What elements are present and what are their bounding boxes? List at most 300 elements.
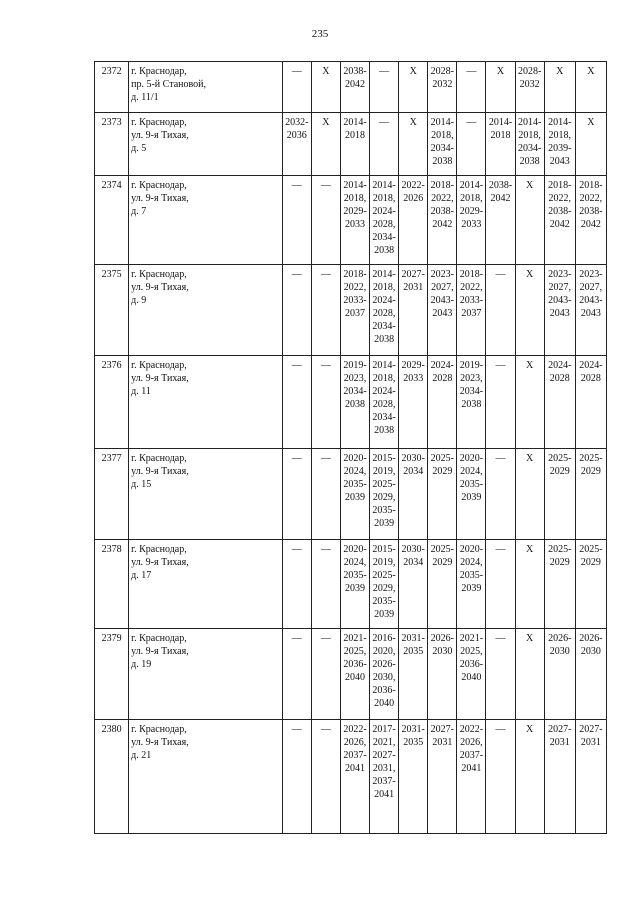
table-row xyxy=(95,540,607,629)
cell-value: 2042 xyxy=(580,219,601,230)
cell-value: 2019, xyxy=(372,557,396,568)
cell-value: 2014- xyxy=(372,360,396,371)
schedule-cell xyxy=(399,720,428,834)
schedule-cell xyxy=(340,176,369,265)
cell-value: X xyxy=(526,724,534,735)
cell-value: X xyxy=(556,66,564,77)
cell-value: 2019- xyxy=(459,360,484,371)
cell-value: 2024- xyxy=(372,206,396,217)
cell-value: 2029- xyxy=(459,206,484,217)
schedule-cell xyxy=(544,113,575,176)
cell-value: 2026- xyxy=(579,633,603,644)
address-line: д. 5 xyxy=(131,143,147,154)
schedule-cell xyxy=(515,176,544,265)
address-line: д. 19 xyxy=(131,659,152,670)
cell-value: 2042 xyxy=(490,193,511,204)
cell-value: 2024- xyxy=(372,386,396,397)
schedule-cell xyxy=(282,62,311,113)
cell-value: — xyxy=(495,724,506,735)
schedule-cell xyxy=(370,629,399,720)
cell-value: 2038 xyxy=(374,425,395,436)
schedule-cell xyxy=(486,62,515,113)
cell-value: 2025- xyxy=(430,453,454,464)
cell-value: 2014- xyxy=(459,180,484,191)
cell-value: — xyxy=(320,724,331,735)
cell-value: 2039 xyxy=(374,518,395,529)
schedule-cell xyxy=(457,356,486,449)
schedule-cell xyxy=(544,540,575,629)
cell-value: 2018, xyxy=(372,373,396,384)
cell-value: 2033 xyxy=(344,219,365,230)
cell-value: 2035- xyxy=(372,505,396,516)
cell-value: 2039 xyxy=(344,492,365,503)
address-line: д. 11/1 xyxy=(131,92,159,103)
cell-value: 2034- xyxy=(372,412,396,423)
cell-value: 2033- xyxy=(459,295,484,306)
cell-value: — xyxy=(320,633,331,644)
schedule-cell xyxy=(282,356,311,449)
cell-value: 2036- xyxy=(459,659,484,670)
schedule-cell xyxy=(457,176,486,265)
cell-value: 2027- xyxy=(579,724,603,735)
schedule-cell xyxy=(370,449,399,540)
cell-value: 2042 xyxy=(549,219,570,230)
cell-value: 2028, xyxy=(372,308,396,319)
schedule-cell xyxy=(282,629,311,720)
schedule-cell xyxy=(282,720,311,834)
cell-value: — xyxy=(291,66,302,77)
cell-value: 2031- xyxy=(401,633,425,644)
address-line: ул. 9-я Тихая, xyxy=(131,557,189,568)
cell-value: 2039 xyxy=(461,583,482,594)
row-number: 2373 xyxy=(95,113,129,176)
cell-value: — xyxy=(495,360,506,371)
table-body xyxy=(95,62,607,834)
cell-value: 2043- xyxy=(579,295,603,306)
schedule-cell xyxy=(486,540,515,629)
schedule-cell xyxy=(340,62,369,113)
schedule-cell xyxy=(457,449,486,540)
cell-value: 2035- xyxy=(372,596,396,607)
cell-value: 2022- xyxy=(459,724,484,735)
cell-value: 2040 xyxy=(374,698,395,709)
table-row xyxy=(95,449,607,540)
cell-value: 2043- xyxy=(430,295,454,306)
cell-value: 2026- xyxy=(430,633,454,644)
cell-value: 2029- xyxy=(401,360,425,371)
schedule-cell xyxy=(399,265,428,356)
schedule-cell xyxy=(311,540,340,629)
cell-value: 2018, xyxy=(431,130,454,141)
schedule-cell xyxy=(515,62,544,113)
schedule-cell xyxy=(428,629,457,720)
cell-value: X xyxy=(526,544,534,555)
address-line: ул. 9-я Тихая, xyxy=(131,466,189,477)
cell-value: 2024, xyxy=(343,466,367,477)
cell-value: 2020- xyxy=(343,544,367,555)
cell-value: — xyxy=(320,453,331,464)
cell-value: 2022, xyxy=(460,282,483,293)
cell-value: 2040 xyxy=(461,672,482,683)
table-row xyxy=(95,356,607,449)
housing-repair-schedule-table xyxy=(94,61,607,834)
cell-value: 2030- xyxy=(401,544,425,555)
schedule-cell xyxy=(428,720,457,834)
cell-value: 2029, xyxy=(372,583,396,594)
schedule-cell xyxy=(370,62,399,113)
cell-value: 2034 xyxy=(403,557,424,568)
cell-value: 2032 xyxy=(519,79,540,90)
row-number: 2375 xyxy=(95,265,129,356)
cell-value: — xyxy=(320,360,331,371)
cell-value: 2038- xyxy=(430,206,454,217)
cell-value: 2032 xyxy=(432,79,453,90)
cell-value: 2028- xyxy=(430,66,454,77)
table-row xyxy=(95,176,607,265)
cell-value: — xyxy=(379,117,390,128)
cell-value: 2025- xyxy=(430,544,454,555)
cell-value: 2026, xyxy=(343,737,367,748)
address-line: д. 7 xyxy=(131,206,147,217)
cell-value: 2030, xyxy=(372,672,396,683)
cell-value: 2033 xyxy=(461,219,482,230)
address-line: д. 17 xyxy=(131,570,152,581)
address-line: д. 21 xyxy=(131,750,152,761)
cell-value: — xyxy=(466,117,477,128)
schedule-cell xyxy=(340,356,369,449)
cell-value: 2014- xyxy=(517,117,542,128)
cell-value: — xyxy=(291,360,302,371)
cell-value: 2027, xyxy=(431,282,454,293)
cell-value: 2025, xyxy=(343,646,367,657)
schedule-cell xyxy=(311,62,340,113)
schedule-cell xyxy=(515,449,544,540)
schedule-cell xyxy=(486,356,515,449)
cell-value: 2032- xyxy=(285,117,309,128)
cell-value: 2038 xyxy=(374,334,395,345)
cell-value: 2020- xyxy=(459,453,484,464)
cell-value: 2022, xyxy=(579,193,603,204)
cell-value: 2027- xyxy=(430,724,454,735)
cell-value: 2016- xyxy=(372,633,396,644)
cell-value: 2025- xyxy=(548,544,572,555)
cell-value: 2023, xyxy=(343,373,367,384)
cell-value: — xyxy=(320,544,331,555)
cell-value: 2029 xyxy=(580,557,601,568)
cell-value: X xyxy=(526,453,534,464)
cell-value: 2037- xyxy=(459,750,484,761)
cell-value: X xyxy=(496,66,505,77)
cell-value: 2038- xyxy=(548,206,572,217)
cell-value: 2041 xyxy=(344,763,365,774)
cell-value: 2029, xyxy=(372,492,396,503)
schedule-cell xyxy=(575,629,606,720)
schedule-cell xyxy=(428,449,457,540)
schedule-cell xyxy=(370,265,399,356)
cell-value: X xyxy=(526,180,534,191)
row-number: 2376 xyxy=(95,356,129,449)
cell-value: 2029- xyxy=(343,206,367,217)
schedule-cell xyxy=(457,629,486,720)
table-row xyxy=(95,265,607,356)
schedule-cell xyxy=(282,449,311,540)
cell-value: 2039 xyxy=(344,583,365,594)
address-line: д. 11 xyxy=(131,386,151,397)
cell-value: X xyxy=(587,66,595,77)
cell-value: 2038 xyxy=(344,399,365,410)
address-cell xyxy=(129,540,283,629)
cell-value: 2039 xyxy=(374,609,395,620)
cell-value: 2025- xyxy=(548,453,572,464)
cell-value: 2036 xyxy=(286,130,307,141)
cell-value: X xyxy=(322,66,330,77)
cell-value: 2023, xyxy=(460,373,483,384)
cell-value: 2034- xyxy=(459,386,484,397)
cell-value: 2030 xyxy=(549,646,570,657)
table-row xyxy=(95,629,607,720)
schedule-cell xyxy=(370,356,399,449)
cell-value: 2039 xyxy=(461,492,482,503)
cell-value: 2014- xyxy=(372,269,396,280)
cell-value: 2038 xyxy=(432,156,453,167)
address-cell xyxy=(129,265,283,356)
cell-value: 2024- xyxy=(372,295,396,306)
cell-value: 2029 xyxy=(549,557,570,568)
schedule-cell xyxy=(575,720,606,834)
schedule-cell xyxy=(575,113,606,176)
cell-value: 2015- xyxy=(372,544,396,555)
schedule-cell xyxy=(575,356,606,449)
schedule-cell xyxy=(428,176,457,265)
schedule-cell xyxy=(515,113,544,176)
schedule-cell xyxy=(486,629,515,720)
cell-value: 2026- xyxy=(372,659,396,670)
address-line: г. Краснодар, xyxy=(131,633,187,644)
cell-value: — xyxy=(320,269,331,280)
cell-value: X xyxy=(409,117,417,128)
cell-value: 2014- xyxy=(343,117,367,128)
cell-value: 2043 xyxy=(432,308,453,319)
cell-value: 2028- xyxy=(517,66,542,77)
address-line: г. Краснодар, xyxy=(131,724,187,735)
table-row xyxy=(95,720,607,834)
row-number: 2380 xyxy=(95,720,129,834)
cell-value: 2033 xyxy=(403,373,424,384)
cell-value: 2031 xyxy=(549,737,570,748)
cell-value: 2037 xyxy=(344,308,365,319)
cell-value: 2035- xyxy=(459,570,484,581)
schedule-cell xyxy=(428,62,457,113)
address-line: ул. 9-я Тихая, xyxy=(131,646,189,657)
schedule-cell xyxy=(340,449,369,540)
schedule-cell xyxy=(457,113,486,176)
cell-value: — xyxy=(379,66,390,77)
cell-value: 2027, xyxy=(548,282,571,293)
cell-value: 2038- xyxy=(343,66,367,77)
address-line: д. 15 xyxy=(131,479,152,490)
cell-value: — xyxy=(320,180,331,191)
cell-value: 2027, xyxy=(579,282,603,293)
cell-value: 2020- xyxy=(459,544,484,555)
cell-value: 2014- xyxy=(372,180,396,191)
cell-value: 2018, xyxy=(460,193,483,204)
cell-value: 2025- xyxy=(372,570,396,581)
cell-value: 2024- xyxy=(548,360,572,371)
cell-value: 2018- xyxy=(459,269,484,280)
cell-value: 2018, xyxy=(518,130,541,141)
cell-value: 2021- xyxy=(459,633,484,644)
cell-value: 2030 xyxy=(432,646,453,657)
address-line: д. 9 xyxy=(131,295,147,306)
schedule-cell xyxy=(515,265,544,356)
cell-value: 2020, xyxy=(372,646,396,657)
schedule-cell xyxy=(457,720,486,834)
schedule-cell xyxy=(486,113,515,176)
cell-value: 2028 xyxy=(580,373,601,384)
cell-value: 2029 xyxy=(432,466,453,477)
schedule-cell xyxy=(370,176,399,265)
cell-value: 2014- xyxy=(548,117,572,128)
schedule-cell xyxy=(544,449,575,540)
schedule-cell xyxy=(457,540,486,629)
address-line: ул. 9-я Тихая, xyxy=(131,373,189,384)
schedule-cell xyxy=(282,540,311,629)
cell-value: — xyxy=(495,633,506,644)
schedule-cell xyxy=(486,265,515,356)
schedule-cell xyxy=(515,540,544,629)
schedule-cell xyxy=(428,356,457,449)
cell-value: 2029 xyxy=(432,557,453,568)
cell-value: 2037- xyxy=(372,776,396,787)
cell-value: 2034- xyxy=(430,143,454,154)
schedule-cell xyxy=(399,356,428,449)
cell-value: 2033- xyxy=(343,295,367,306)
address-cell xyxy=(129,720,283,834)
cell-value: 2038- xyxy=(579,206,603,217)
cell-value: 2018- xyxy=(548,180,572,191)
cell-value: 2018, xyxy=(372,193,396,204)
cell-value: 2039- xyxy=(548,143,572,154)
schedule-cell xyxy=(515,356,544,449)
cell-value: 2018- xyxy=(343,269,367,280)
schedule-cell xyxy=(399,113,428,176)
address-line: пр. 5-й Становой, xyxy=(131,79,206,90)
schedule-cell xyxy=(486,449,515,540)
cell-value: 2022, xyxy=(548,193,571,204)
address-line: г. Краснодар, xyxy=(131,269,187,280)
cell-value: 2024, xyxy=(460,466,483,477)
schedule-cell xyxy=(340,540,369,629)
cell-value: 2042 xyxy=(432,219,453,230)
schedule-cell xyxy=(399,176,428,265)
cell-value: 2015- xyxy=(372,453,396,464)
cell-value: — xyxy=(495,453,506,464)
cell-value: X xyxy=(409,66,417,77)
cell-value: 2038 xyxy=(461,399,482,410)
cell-value: 2043 xyxy=(549,308,570,319)
schedule-cell xyxy=(282,113,311,176)
cell-value: 2025, xyxy=(460,646,483,657)
cell-value: — xyxy=(495,269,506,280)
cell-value: 2022- xyxy=(343,724,367,735)
cell-value: 2038 xyxy=(374,245,395,256)
address-line: г. Краснодар, xyxy=(131,117,187,128)
schedule-cell xyxy=(311,265,340,356)
schedule-cell xyxy=(311,720,340,834)
cell-value: 2034- xyxy=(343,386,367,397)
schedule-cell xyxy=(428,265,457,356)
cell-value: 2035 xyxy=(403,646,424,657)
cell-value: 2018- xyxy=(579,180,603,191)
schedule-cell xyxy=(370,720,399,834)
cell-value: 2018 xyxy=(344,130,365,141)
schedule-cell xyxy=(340,265,369,356)
cell-value: 2025- xyxy=(372,479,396,490)
address-line: ул. 9-я Тихая, xyxy=(131,193,189,204)
cell-value: 2043 xyxy=(549,156,570,167)
address-line: г. Краснодар, xyxy=(131,544,187,555)
cell-value: 2014- xyxy=(488,117,513,128)
schedule-cell xyxy=(544,176,575,265)
address-cell xyxy=(129,113,283,176)
schedule-cell xyxy=(370,540,399,629)
row-number: 2372 xyxy=(95,62,129,113)
cell-value: 2022- xyxy=(401,180,425,191)
schedule-cell xyxy=(340,113,369,176)
cell-value: 2031 xyxy=(580,737,601,748)
cell-value: 2040 xyxy=(344,672,365,683)
schedule-cell xyxy=(399,540,428,629)
cell-value: 2019, xyxy=(372,466,396,477)
schedule-cell xyxy=(311,449,340,540)
cell-value: 2026 xyxy=(403,193,424,204)
cell-value: 2028 xyxy=(549,373,570,384)
address-line: г. Краснодар, xyxy=(131,66,187,77)
schedule-cell xyxy=(575,176,606,265)
schedule-cell xyxy=(370,113,399,176)
cell-value: 2035- xyxy=(343,479,367,490)
cell-value: — xyxy=(291,724,302,735)
cell-value: 2029 xyxy=(549,466,570,477)
cell-value: 2024- xyxy=(579,360,603,371)
cell-value: 2027- xyxy=(548,724,572,735)
schedule-cell xyxy=(399,629,428,720)
row-number: 2379 xyxy=(95,629,129,720)
schedule-cell xyxy=(486,720,515,834)
address-cell xyxy=(129,62,283,113)
schedule-cell xyxy=(575,540,606,629)
cell-value: X xyxy=(526,360,534,371)
cell-value: 2025- xyxy=(579,453,603,464)
cell-value: 2027- xyxy=(401,269,425,280)
cell-value: — xyxy=(495,544,506,555)
cell-value: 2028, xyxy=(372,219,396,230)
cell-value: X xyxy=(526,269,534,280)
address-line: г. Краснодар, xyxy=(131,180,187,191)
schedule-cell xyxy=(575,265,606,356)
address-cell xyxy=(129,449,283,540)
cell-value: 2026- xyxy=(548,633,572,644)
cell-value: 2031- xyxy=(401,724,425,735)
cell-value: X xyxy=(587,117,595,128)
cell-value: 2018, xyxy=(548,130,571,141)
schedule-cell xyxy=(311,356,340,449)
cell-value: 2031 xyxy=(403,282,424,293)
cell-value: 2038- xyxy=(488,180,513,191)
cell-value: 2030 xyxy=(580,646,601,657)
schedule-cell xyxy=(515,629,544,720)
cell-value: 2028 xyxy=(432,373,453,384)
